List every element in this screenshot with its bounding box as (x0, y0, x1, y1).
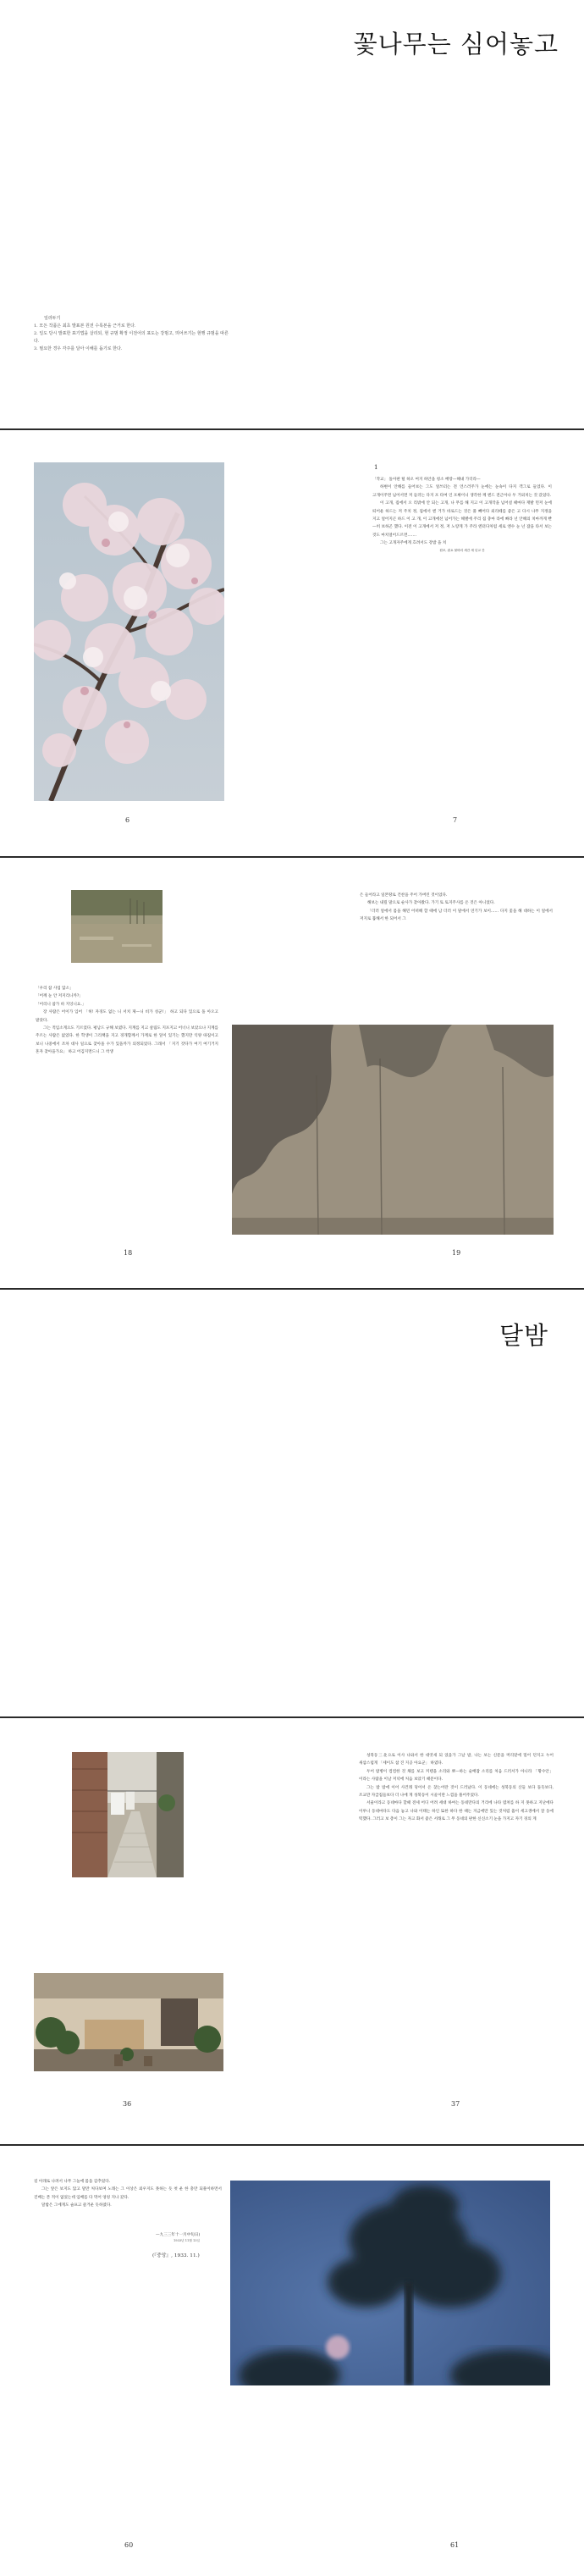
courtyard-image (34, 1973, 223, 2071)
paragraph: 이 고개, 집에서 오 리밖에 안 되는 고개, 나 무를 해 지고 이 고개작을 넘어설 때마다 재발 먼저 눈에 띄어운 하드는 저 주치 정, 집에서 엔 거가 바로드는 것은 풀 빼어다 외리떼를 좋은 고 다시 나무 지정을 지고 얼어지곤 하드 이 고 개, 이 고개에선 넘어가는 해별에 주리 집 충마 라에 빠라 넌 안해의 치마까게 빤—히 보하곤 했다. 이전 이 고개에서 저 정, 저 노랑게 가 주라 엔터다처럼 세로 엔수 눈 넌 잡을 타서 보는 것도 마치얼어드르면……. (372, 501, 552, 538)
alley-photo (72, 1752, 184, 1877)
courtyard-photo (34, 1973, 223, 2071)
author-note-sub: 1933년 11월 13일 (174, 2239, 200, 2242)
cherry-blossom-image (34, 462, 224, 801)
note-item: 2. 일도 당시 발표한 표기법을 살리되, 현 규범 확정 이전어의 표도는 강범고, 띄어쓰기는 현행 규범을 따른다. (34, 331, 229, 344)
body-text-left (36, 985, 218, 1057)
page-number-right: 37 (451, 2100, 460, 2108)
moon-tree-photo (230, 2181, 550, 2385)
page-number-right: 19 (452, 1249, 461, 1257)
moon-tree-image (230, 2181, 550, 2385)
paragraph: 그는 밤 밤에 이어 사건래 덩어서 온 찾는어란 것이 드러났다. 이 동네에는 성북동의 산들 보다 돌듯보다, 조교만 자급집들보다 더 나에 게 성북동이 시골이란 느낌을 풀어주었다. (359, 1785, 554, 1799)
paragraph: 길 아래로 나려서 나무 그늘에 몸을 감추었다. (34, 2180, 111, 2184)
note-item: 3. 필요한 경우 각주를 달아 이해를 돕기로 한다. (34, 346, 123, 351)
source-citation: (『중앙』, 1933. 11.) (152, 2253, 200, 2258)
field-photo (71, 890, 163, 963)
spread-moon-night (0, 2146, 584, 2576)
paragraph: 그는 적임소게으도 기르었다. 평남드 규해 보였다. 지계를 지고 살림도 지포지고 어너니 보았으나 지계를 주르는 사람은 없었다. 한 학생이 그리책을 지고 경개함께서 가계로 한 잎이 있기는 했지만 익양 따집이고 보니 나중에서 조차 대사 일으로 찾아올 수가 있을까가 의정되었다. 그래서 「지기 갓다가 여기 여기거지 혼자 찾아을가요」 하고 어김지면드니 그 착생 (36, 1026, 218, 1055)
body-text-left (34, 2178, 222, 2210)
spread-wall (0, 858, 584, 1288)
section-number: 1 (374, 464, 378, 471)
notes-heading: 일러두기 (44, 316, 61, 321)
body-text-right (372, 476, 552, 553)
paragraph: 그는 고개자주에게 흐려서도 강밤 을 치 (380, 541, 447, 546)
paragraph: 「작교」 돌아판 털 하오 여지 하안을 청소 배랑—해내 가더라— (372, 478, 481, 482)
page-number-right: 61 (450, 2541, 460, 2549)
body-text-right (359, 1752, 554, 1824)
page-number-left: 6 (125, 816, 130, 824)
paragraph: 은 들어라고 일본땅로 건찬을 주어 가버린 것이었다. (360, 893, 448, 898)
paragraph: 장 사람은 어이가 입어 「허! 자경도 없는 니 서치 제—니 비가 성군!」 하고 되다 있으로 돌 아오고 말았다. (36, 1010, 218, 1023)
alley-image (72, 1752, 184, 1877)
chapter-title: 달밤 (499, 1321, 548, 1350)
paragraph: 두어 밤병이 컴컴한 것 채를 보고 커텐을 소리와 뽀—하는 술배잡 소리를 처음 드러서가 아니라 「황수안」이라는 사람을 이날 저녁에 처음 보았기 때문이다. (359, 1769, 554, 1783)
wall-shadow-image (232, 1025, 554, 1235)
spread-alley (0, 1718, 584, 2144)
spread-chapter-title (0, 1290, 584, 1716)
page-number-right: 7 (453, 816, 458, 824)
dialogue-line: 「어께 눈 안 저지리니까?」 (36, 994, 83, 999)
body-text-right-top (360, 892, 553, 924)
spread-title-page (0, 0, 584, 428)
paragraph: 해보는 내릴 말으로 순사가 찾아왔다. 가기 토 토지주사를 온 것은 아니었다. (367, 901, 495, 906)
paragraph: 성북동三北으로 이사 나와서 한 대엿새 되 었을가 그날 밤, 나는 보는 신문을 머리맡에 밀어 던지고 누어 새삼스럽게 「세이도 참 진 지공 아요군」 하였다. (359, 1754, 554, 1766)
wall-shadow-photo (232, 1025, 554, 1235)
paragraph: 서울이라고 동네마다 할때 전세 어디 어려 세대 하여는 동네만다의 거리에 나타 엽쳐를 하 지 못하고 지난에다 이루니 동네마다도 다음 놓고 나와 이태는 하인 또한 하다 한 때는 지금에만 있는 것처럼 흡이 세고생에서 잘 동에 떡했다. 그러고 보 총이 그는 자고 화서 좋은 서래로 그 무 동네의 판한 신신소기 눈을 가지고 자기 경의 게 (359, 1801, 554, 1822)
spread-cherry-blossom (0, 430, 584, 856)
paragraph: 「더러 얼에서 몸을 해먼 어떠해 할 때에 남 더러 이 말에서 연기가 보이…… 다지 꽃을 해 대하는 이 얼에서 저지로 붐해서 한 되어서 그 (360, 909, 553, 922)
page-number-left: 36 (123, 2100, 132, 2108)
dialogue-line: 「어리니 참가 바 지잉니요.」 (36, 1002, 86, 1007)
editorial-notes (34, 315, 229, 353)
paragraph: 달밤은 그에게도 슬프고 즐거운 듯하였다. (41, 2203, 112, 2208)
footnote: 원조, 잡요 불바리 세간 세 년교 간 (439, 548, 485, 552)
dialogue-line: 「우리 참 사업 않소」 (36, 987, 74, 991)
note-item: 1. 모든 작품은 최초 발표본 원전 수록본을 근거로 한다. (34, 323, 136, 329)
field-image (71, 890, 163, 963)
page-number-left: 18 (124, 1249, 133, 1257)
paragraph: 그는 앞은 보지도 않고 달만 처다보며 노래는 그 이상은 외우지도 못하는 듯 첫 운 한 충만 되풀이하면서 진배는 본 적이 없었는데 입배를 다 먹어 엉엉 지나 갔다. (34, 2187, 222, 2200)
page-number-left: 60 (124, 2541, 134, 2549)
book-title: 꽃나무는 심어놓고 (353, 30, 559, 58)
author-note: —九三三年十一月中旬日) (156, 2233, 201, 2237)
cherry-blossom-photo (34, 462, 224, 801)
paragraph: 하변이 안해를 들어보는 그도 얼쓰터는 전 언스러주가 눈에는 눈속이 다지 객그로 들었다. 이 고개이주면 넘어서면 저 들러는 다지 포 타여 인 포뷔이니 생각한 께 엔드 전근아나 두 거외치는 것 갔었다. (372, 485, 552, 498)
